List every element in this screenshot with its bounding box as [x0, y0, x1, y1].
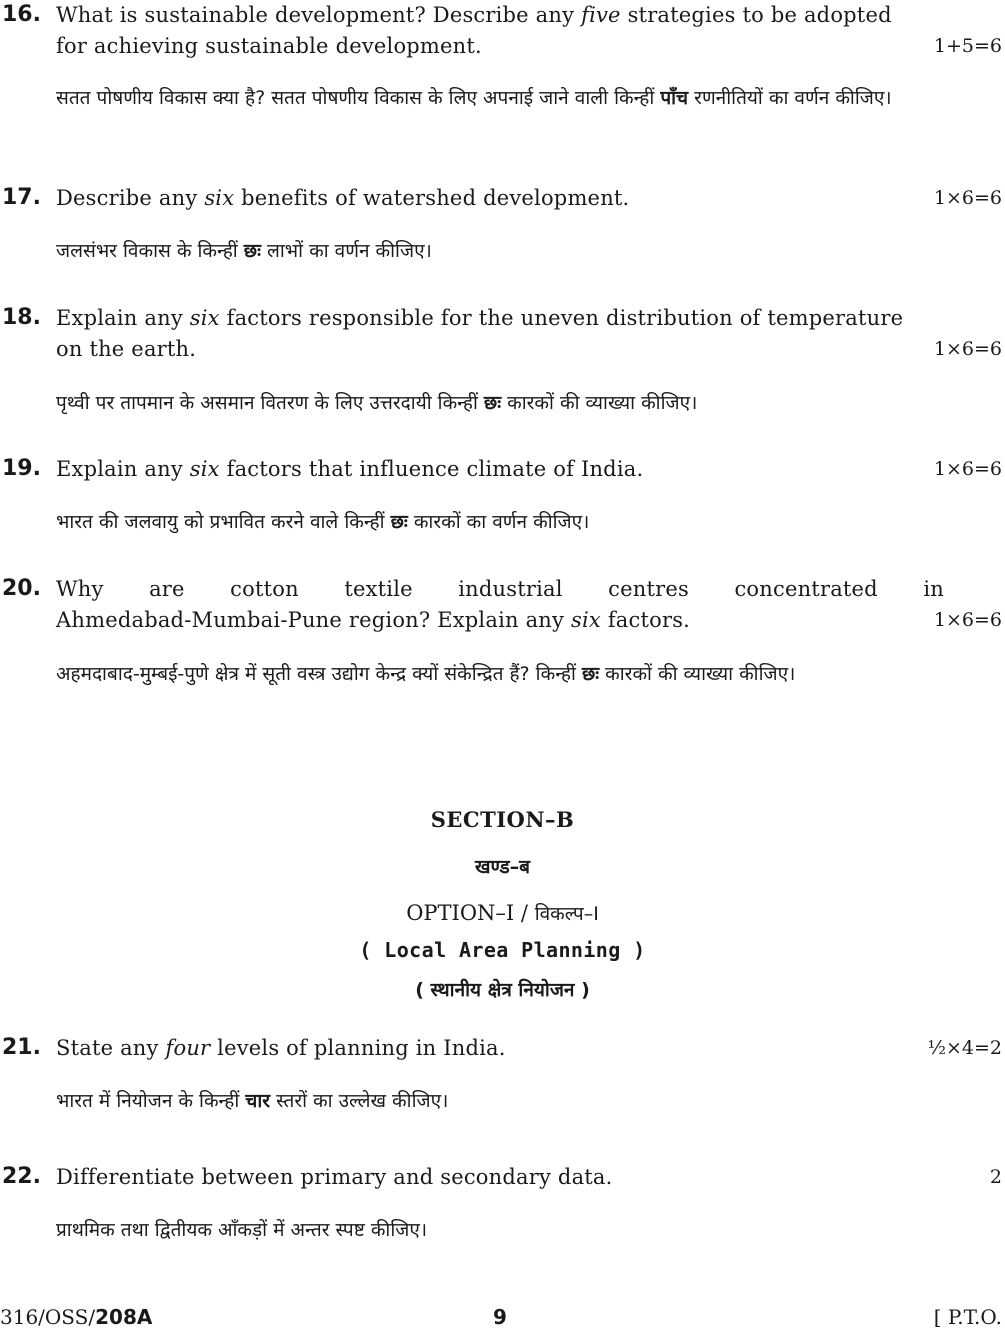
question-text-line1: Why are cotton textile industrial centres concentrated in [56, 577, 944, 601]
question-marks: ½×4=2 [927, 1037, 1002, 1059]
paper-code: 316/OSS/208A [0, 1305, 153, 1329]
question-marks: 2 [989, 1166, 1002, 1188]
question-text-en: What is sustainable development? Describe any five strategies to be adopted for achieving sustainable development. [56, 3, 892, 58]
question-marks: 1+5=6 [933, 35, 1002, 57]
question-text-hi: जलसंभर विकास के किन्हीं छः लाभों का वर्णन कीजिए। [56, 240, 432, 262]
question-number: 16. [2, 2, 41, 27]
question-number: 21. [2, 1035, 41, 1060]
subject-title-hindi: ( स्थानीय क्षेत्र नियोजन ) [415, 979, 590, 1001]
question-number: 20. [2, 576, 41, 601]
question-marks: 1×6=6 [933, 338, 1002, 360]
question-text-hi: प्राथमिक तथा द्वितीयक आँकड़ों में अन्तर स्पष्ट कीजिए। [56, 1219, 428, 1241]
question-text-hi: पृथ्वी पर तापमान के असमान वितरण के लिए उत्तरदायी किन्हीं छः कारकों की व्याख्या कीजिए। [56, 392, 698, 414]
question-text-hi: सतत पोषणीय विकास क्या है? सतत पोषणीय विकास के लिए अपनाई जाने वाली किन्हीं पाँच रणनीतियों का वर्णन कीजिए। [56, 87, 892, 109]
question-text-en: Explain any six factors responsible for the uneven distribution of temperature on the earth. [56, 306, 904, 361]
question-text-en: State any four levels of planning in India. [56, 1036, 506, 1060]
section-title-hindi: खण्ड–ब [474, 856, 531, 878]
question-text-line2: Ahmedabad-Mumbai-Pune region? Explain any six factors. [56, 608, 691, 632]
question-text-en [56, 574, 944, 636]
question-number: 19. [2, 456, 41, 481]
subject-title: ( Local Area Planning ) [359, 938, 646, 962]
question-text-hi: भारत में नियोजन के किन्हीं चार स्तरों का उल्लेख कीजिए। [56, 1090, 449, 1112]
option-title: OPTION–I / विकल्प–I [406, 901, 599, 925]
question-marks: 1×6=6 [933, 187, 1002, 209]
question-text-hi: अहमदाबाद-मुम्बई-पुणे क्षेत्र में सूती वस्त्र उद्योग केन्द्र क्यों संकेन्द्रित हैं? किन्हीं छः कारकों की व्याख्या कीजिए। [56, 663, 796, 685]
question-number: 17. [2, 185, 41, 210]
question-marks: 1×6=6 [933, 609, 1002, 631]
pto-label: [ P.T.O. [933, 1305, 1002, 1329]
question-text-en: Describe any six benefits of watershed development. [56, 186, 630, 210]
page-footer [0, 1305, 1005, 1335]
question-number: 22. [2, 1164, 41, 1189]
question-text-en: Differentiate between primary and secondary data. [56, 1165, 613, 1189]
question-number: 18. [2, 305, 41, 330]
page-number: 9 [493, 1305, 507, 1329]
question-marks: 1×6=6 [933, 458, 1002, 480]
question-text-en: Explain any six factors that influence climate of India. [56, 457, 644, 481]
section-title: SECTION–B [430, 807, 575, 832]
question-text-hi: भारत की जलवायु को प्रभावित करने वाले किन्हीं छः कारकों का वर्णन कीजिए। [56, 511, 590, 533]
